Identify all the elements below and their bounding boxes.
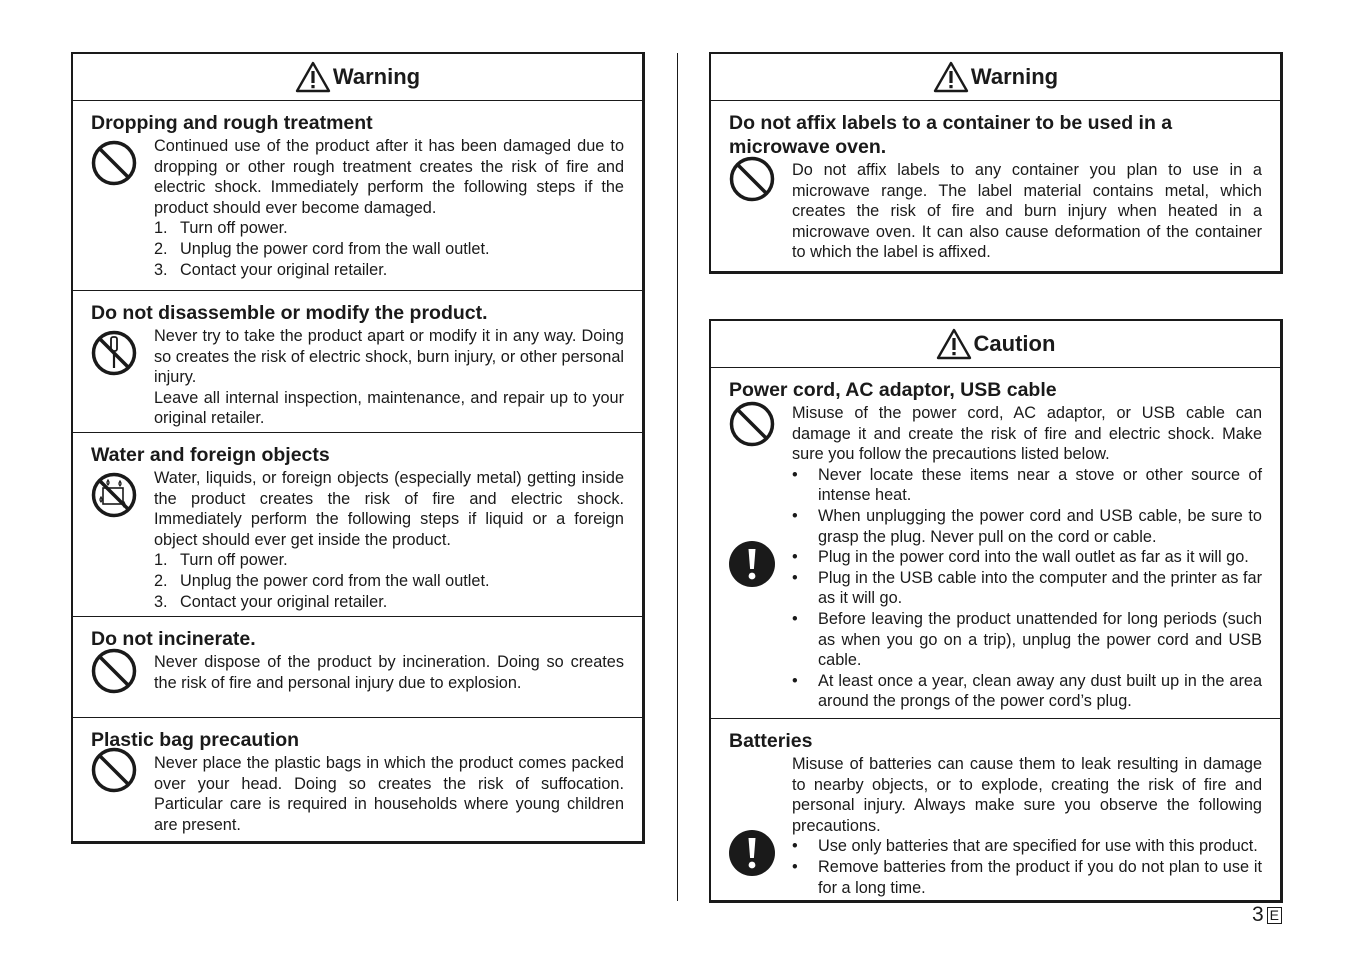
list-item: • Before leaving the product unattended for long periods (such as when you go on a trip), unplug the power cord and USB cable. — [792, 609, 1262, 670]
section-title: Dropping and rough treatment — [91, 112, 373, 134]
right-warning-header — [711, 54, 1280, 101]
bullet-list — [792, 836, 1262, 898]
section-plastic-bag — [73, 718, 642, 842]
section-text: Do not affix labels to any container you plan to use in a microwave range. The label material contains metal, which creates the risk of fire and burn injury when heated in a microwave oven. It can also cause deformation of the container to which the label is affixed. — [792, 161, 1262, 262]
list-item: 3. Contact your original retailer. — [154, 260, 388, 279]
section-water — [73, 433, 642, 617]
list-item: • At least once a year, clean away any dust built up in the area around the prongs of the power cord’s plug. — [792, 671, 1262, 711]
list-item: 2. Unplug the power cord from the wall outlet. — [154, 571, 490, 590]
page-number-value: 3 — [1251, 903, 1264, 926]
no-disassembly-icon — [91, 330, 137, 376]
left-warning-title: Warning — [332, 64, 421, 89]
right-warning-title: Warning — [970, 64, 1059, 89]
caution-header — [711, 321, 1280, 368]
section-title: Power cord, AC adaptor, USB cable — [729, 379, 1057, 401]
list-item: • Plug in the USB cable into the computer and the printer as far as it will go. — [792, 568, 1262, 608]
section-microwave-labels — [711, 101, 1280, 271]
page-number — [1252, 903, 1282, 927]
list-item: 3. Contact your original retailer. — [154, 592, 388, 611]
section-text: Misuse of batteries can cause them to leak resulting in damage to nearby objects, or to explode, creating the risk of fire and personal injury. Always make sure you observe the following precautions. — [792, 755, 1262, 835]
section-incinerate — [73, 617, 642, 718]
section-title: Do not incinerate. — [91, 628, 256, 650]
prohibited-icon — [91, 648, 137, 694]
steps-list — [154, 218, 624, 280]
section-title: Batteries — [729, 730, 813, 752]
section-title: Water and foreign objects — [91, 444, 330, 466]
section-title: Do not disassemble or modify the product. — [91, 302, 488, 324]
section-text: Misuse of the power cord, AC adaptor, or USB cable can damage it and create the risk of fire and electric shock. Make sure you follow the precautions listed below. — [792, 404, 1262, 464]
steps-list — [154, 550, 624, 612]
section-title: Do not affix labels to a container to be used in a microwave oven. — [729, 112, 1173, 158]
list-item: 2. Unplug the power cord from the wall outlet. — [154, 239, 490, 258]
warning-triangle-icon — [936, 328, 972, 360]
right-warning-panel — [709, 52, 1283, 274]
section-text: Never place the plastic bags in which the product comes packed over your head. Doing so creates the risk of suffocation. Particular care is required in households where young children are present. — [154, 754, 624, 834]
list-item: • Use only batteries that are specified for use with this product. — [792, 837, 1258, 856]
section-dropping — [73, 101, 642, 291]
caution-title: Caution — [973, 331, 1056, 356]
section-text: Water, liquids, or foreign objects (especially metal) getting inside the product creates the risk of fire and electric shock. Immediately perform the following steps if liquid or a foreign object should ever get inside the product. — [154, 469, 624, 549]
list-item: 1. Turn off power. — [154, 219, 288, 238]
exclamation-mandatory-icon — [729, 541, 775, 587]
prohibited-icon — [729, 401, 775, 447]
section-text: Leave all internal inspection, maintenance, and repair up to your original retailer. — [154, 388, 624, 428]
left-warning-panel — [71, 52, 645, 844]
language-tag: E — [1267, 907, 1282, 924]
section-text: Never dispose of the product by incineration. Doing so creates the risk of fire and personal injury due to explosion. — [154, 653, 624, 692]
list-item: • When unplugging the power cord and USB cable, be sure to grasp the plug. Never pull on the cord or cable. — [792, 506, 1262, 546]
page-divider — [677, 53, 678, 901]
section-title: Plastic bag precaution — [91, 729, 300, 751]
list-item: 1. Turn off power. — [154, 551, 288, 570]
list-item: • Remove batteries from the product if you do not plan to use it for a long time. — [792, 857, 1262, 897]
prohibited-icon — [729, 156, 775, 202]
bullet-list — [792, 465, 1262, 712]
list-item: • Never locate these items near a stove or other source of intense heat. — [792, 465, 1262, 505]
section-disassemble — [73, 291, 642, 433]
section-power-cord — [711, 368, 1280, 719]
right-caution-panel — [709, 319, 1283, 903]
section-text: Continued use of the product after it has been damaged due to dropping or other rough treatment creates the risk of fire and electric shock. Immediately perform the following steps if the product should ever become damaged. — [154, 137, 624, 217]
left-warning-header — [73, 54, 642, 101]
section-batteries — [711, 719, 1280, 906]
exclamation-mandatory-icon — [729, 830, 775, 876]
prohibited-icon — [91, 747, 137, 793]
warning-triangle-icon — [933, 61, 969, 93]
no-water-icon — [91, 472, 137, 518]
list-item: • Plug in the power cord into the wall outlet as far as it will go. — [792, 548, 1249, 567]
warning-triangle-icon — [295, 61, 331, 93]
prohibited-icon — [91, 140, 137, 186]
section-text: Never try to take the product apart or modify it in any way. Doing so creates the risk of electric shock, burn injury, or other personal injury. — [154, 327, 624, 387]
